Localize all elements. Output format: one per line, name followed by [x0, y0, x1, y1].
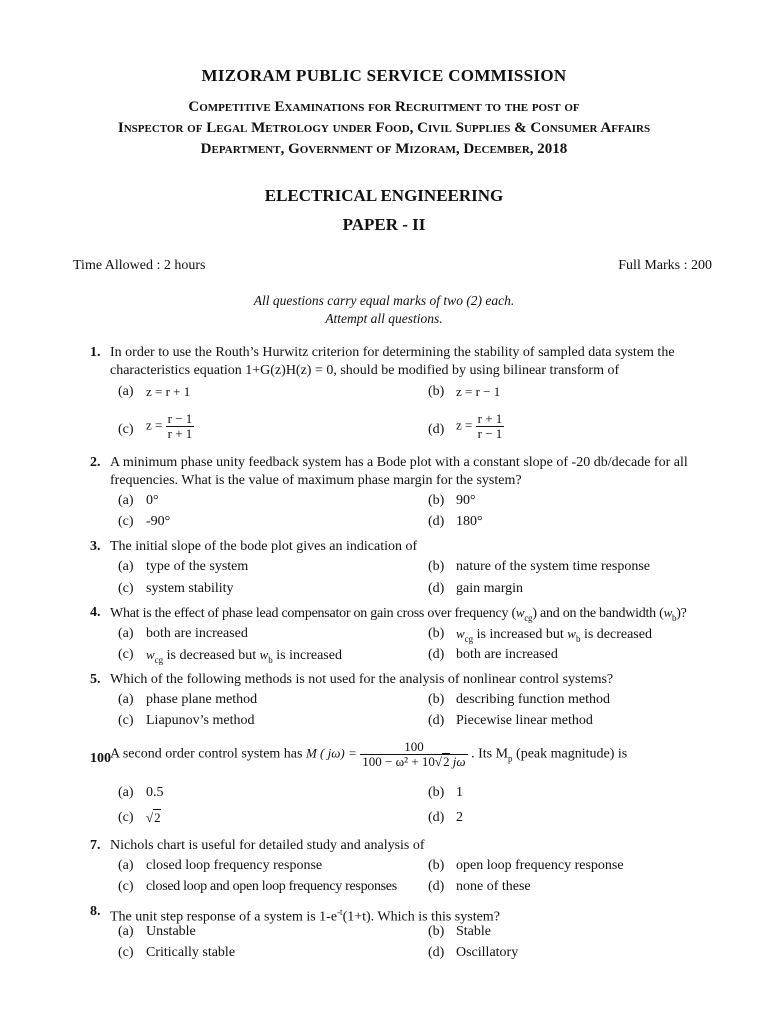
option-text: both are increased	[456, 647, 558, 662]
option-text: closed loop and open loop frequency responses	[146, 879, 397, 894]
question-text: Which of the following methods is not used for the analysis of nonlinear control systems?	[110, 672, 614, 687]
option-text: 1	[456, 785, 463, 800]
fraction-numerator: r − 1	[167, 411, 193, 426]
option-label: (b)	[428, 384, 445, 399]
option-text: 2	[456, 810, 463, 825]
fraction-denominator: r − 1	[477, 426, 503, 441]
text-part: is increased	[272, 648, 342, 663]
option-label: (a)	[118, 692, 134, 707]
option-label: (d)	[428, 713, 445, 728]
time-allowed: Time Allowed : 2 hours	[73, 258, 206, 273]
option-label: (a)	[118, 924, 134, 939]
option-text: Liapunov’s method	[146, 713, 255, 728]
option-text: 90°	[456, 493, 476, 508]
option-text: Oscillatory	[456, 945, 519, 960]
text-part: is decreased	[580, 627, 652, 642]
option-label: (b)	[428, 626, 445, 641]
question-text: The initial slope of the bode plot gives an indication of	[110, 539, 418, 554]
option-label: (b)	[428, 559, 445, 574]
omega-symbol: w	[456, 626, 465, 641]
fraction	[476, 412, 505, 441]
option-text: 180°	[456, 514, 483, 529]
option-label: (b)	[428, 924, 445, 939]
text-part: (1+t). Which is this system?	[342, 909, 500, 925]
fraction-lhs: z =	[456, 417, 473, 433]
question-text: Nichols chart is useful for detailed study and analysis of	[110, 838, 425, 853]
fraction-numerator: r + 1	[477, 411, 503, 426]
question-number: 7.	[90, 838, 101, 853]
omega-symbol: w	[259, 647, 269, 662]
fraction-denominator	[360, 755, 467, 769]
option-text	[456, 626, 652, 644]
subscript-p: p	[508, 753, 513, 764]
option-label: (d)	[428, 422, 445, 437]
text-part: The unit step response of a system is 1-e	[110, 909, 338, 925]
option-label: (b)	[428, 692, 445, 707]
transfer-function-lhs: M ( jω) =	[305, 745, 357, 761]
option-label: (a)	[118, 559, 134, 574]
option-label: (c)	[118, 514, 134, 529]
option-text: z = r − 1	[456, 384, 501, 399]
sqrt-symbol: √2	[434, 754, 450, 769]
option-label: (a)	[118, 858, 134, 873]
option-label: (c)	[118, 581, 134, 596]
text-part: is decreased but	[163, 648, 260, 663]
option-text: system stability	[146, 581, 234, 596]
option-sqrt	[146, 810, 161, 826]
instruction-2: Attempt all questions.	[325, 311, 443, 326]
option-text: type of the system	[146, 559, 249, 574]
option-text: describing function method	[456, 692, 610, 707]
subscript-b: b	[671, 612, 677, 623]
option-label: (d)	[428, 581, 445, 596]
option-label: (a)	[118, 626, 134, 641]
option-label: (c)	[118, 945, 134, 960]
option-label: (b)	[428, 785, 445, 800]
subscript-cg: cg	[154, 654, 164, 665]
question-number: 1.	[90, 345, 101, 360]
option-fraction	[456, 412, 504, 441]
option-label: (d)	[428, 945, 445, 960]
fraction-denominator: r + 1	[167, 426, 193, 441]
option-text: nature of the system time response	[456, 559, 651, 574]
fraction-numerator: 100	[360, 740, 467, 755]
fraction-lhs: z =	[146, 417, 163, 433]
question-number: 3.	[90, 539, 101, 554]
option-label: (c)	[118, 713, 134, 728]
sqrt-symbol: √2	[146, 810, 161, 825]
paper-title: PAPER - II	[342, 215, 426, 234]
option-label: (c)	[118, 422, 134, 437]
question-text: In order to use the Routh’s Hurwitz criterion for determining the stability of sampled data system the characteristics equation 1+G(z)H(z) = 0, should be modified by using bilinear transform of	[110, 345, 675, 378]
subject-title: ELECTRICAL ENGINEERING	[264, 186, 504, 205]
question-text	[110, 903, 715, 927]
question-text: A minimum phase unity feedback system has a Bode plot with a constant slope of -20 db/decade for all frequencies. What is the value of maximum phase margin for the system?	[110, 455, 688, 488]
option-label: (b)	[428, 493, 445, 508]
option-fraction	[146, 412, 194, 441]
option-text: Critically stable	[146, 945, 236, 960]
omega-symbol: w	[515, 605, 525, 620]
option-label: (d)	[428, 810, 445, 825]
text-part: A second order control system has	[110, 746, 306, 762]
subscript-b: b	[575, 633, 581, 644]
question-number: 2.	[90, 455, 101, 470]
omega-symbol: w	[146, 647, 155, 662]
text-part: What is the effect of phase lead compensator on gain cross over frequency (	[110, 606, 516, 621]
superscript: -t	[337, 907, 343, 917]
header-line-3: Department, Government of Mizoram, December, 2018	[200, 141, 568, 157]
text-part: 100 − ω² + 10	[362, 754, 435, 769]
option-text: z = r + 1	[146, 384, 191, 399]
option-text: open loop frequency response	[456, 858, 624, 873]
option-text: phase plane method	[146, 692, 258, 707]
text-part: ) and on the bandwidth (	[532, 606, 664, 621]
question-number: 5.	[90, 672, 101, 687]
option-label: (d)	[428, 514, 445, 529]
option-label: (c)	[118, 647, 134, 662]
option-label: (d)	[428, 647, 445, 662]
subscript-b: b	[268, 654, 273, 665]
full-marks: Full Marks : 200	[618, 258, 712, 273]
option-text: gain margin	[456, 581, 524, 596]
question-text	[110, 740, 715, 769]
question-text	[110, 604, 715, 627]
transfer-function-fraction	[360, 740, 467, 769]
option-text: 0°	[146, 493, 159, 508]
option-text: closed loop frequency response	[146, 858, 323, 873]
header-line-1: Competitive Examinations for Recruitment to the post of	[188, 99, 580, 115]
omega-symbol: w	[663, 605, 672, 620]
option-text: both are increased	[146, 626, 248, 641]
omega-symbol: w	[567, 626, 576, 641]
fraction	[166, 412, 195, 441]
option-text: none of these	[456, 879, 531, 894]
question-number: 4.	[90, 605, 101, 620]
question-number: 8.	[90, 904, 101, 919]
option-text	[146, 647, 342, 665]
option-text: Unstable	[146, 924, 196, 939]
header-line-2: Inspector of Legal Metrology under Food, Civil Supplies & Consumer Affairs	[117, 120, 651, 136]
option-label: (a)	[118, 785, 134, 800]
subscript-cg: cg	[524, 612, 533, 623]
text-part: is increased but	[473, 627, 568, 642]
option-text: Piecewise linear method	[456, 713, 593, 728]
option-label: (d)	[428, 879, 445, 894]
question-number: 100	[90, 751, 111, 766]
text-part: )?	[676, 606, 687, 621]
option-label: (c)	[118, 879, 134, 894]
option-text: Stable	[456, 924, 491, 939]
option-label: (a)	[118, 493, 134, 508]
sqrt-radicand: 2	[154, 810, 161, 825]
org-title: MIZORAM PUBLIC SERVICE COMMISSION	[201, 66, 567, 85]
instruction-1: All questions carry equal marks of two (2) each.	[253, 293, 515, 308]
text-part: . Its M	[471, 746, 509, 762]
subscript-cg: cg	[464, 633, 474, 644]
option-label: (a)	[118, 384, 134, 399]
text-part: (peak magnitude) is	[512, 746, 628, 762]
option-label: (b)	[428, 858, 445, 873]
sqrt-radicand: 2	[443, 754, 450, 769]
option-text: -90°	[146, 514, 171, 529]
option-text: 0.5	[146, 785, 164, 800]
text-part: jω	[449, 754, 466, 769]
option-label: (c)	[118, 810, 134, 825]
